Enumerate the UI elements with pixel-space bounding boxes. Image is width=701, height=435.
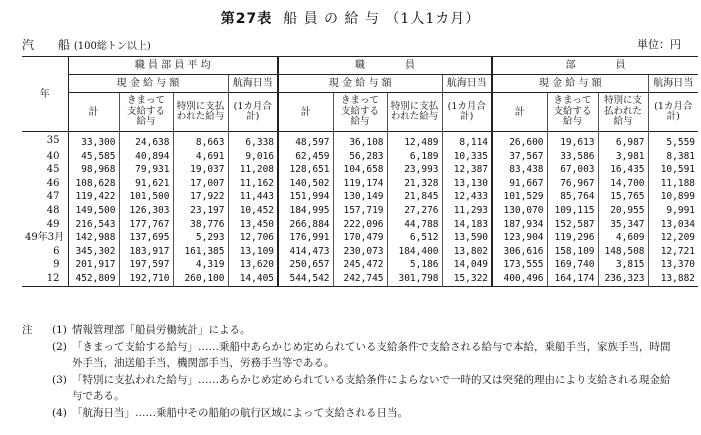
value-cell: 12,433 <box>442 190 492 204</box>
value-cell: 187,934 <box>492 218 547 232</box>
value-cell: 91,667 <box>492 177 547 191</box>
total-header: 計 <box>68 93 119 132</box>
note-text: 「航海日当」……乗船中その船舶の航行区域によって支給される日当。 <box>72 406 408 419</box>
group-header-crew: 部 員 <box>492 57 698 75</box>
value-cell: 21,845 <box>387 190 442 204</box>
value-cell: 10,335 <box>442 150 492 164</box>
value-cell: 5,293 <box>173 231 228 245</box>
total-header: 計 <box>492 93 547 132</box>
table-number: 第27表 <box>220 11 273 27</box>
note-number: (1) <box>52 324 67 336</box>
value-cell: 3,815 <box>598 258 648 272</box>
value-cell: 33,300 <box>68 132 119 150</box>
vessel-type-label: 汽 船 <box>22 38 71 52</box>
value-cell: 13,590 <box>442 231 492 245</box>
table-row <box>22 272 698 286</box>
value-cell: 48,597 <box>278 132 333 150</box>
note-continuation: 外手当，油送船手当，機関部手当，労務手当等である。 <box>72 357 335 369</box>
year-cell: 47 <box>46 191 60 203</box>
voyage-header: 航海日当 <box>442 75 492 93</box>
value-cell: 12,209 <box>648 231 698 245</box>
table-row <box>22 150 698 164</box>
value-cell: 222,096 <box>333 218 387 232</box>
value-cell: 4,691 <box>173 150 228 164</box>
value-cell: 76,967 <box>547 177 598 191</box>
year-cell: 45 <box>46 164 60 176</box>
value-cell: 62,459 <box>278 150 333 164</box>
value-cell: 14,183 <box>442 218 492 232</box>
value-cell: 6,987 <box>598 132 648 150</box>
value-cell: 170,479 <box>333 231 387 245</box>
value-cell: 6,189 <box>387 150 442 164</box>
cash-header: 現 金 給 与 額 <box>278 75 442 93</box>
value-cell: 79,931 <box>119 163 173 177</box>
value-cell: 4,609 <box>598 231 648 245</box>
value-cell: 140,502 <box>278 177 333 191</box>
value-cell: 6,512 <box>387 231 442 245</box>
value-cell: 8,114 <box>442 132 492 150</box>
value-cell: 250,657 <box>278 258 333 272</box>
table-row <box>22 218 698 232</box>
year-cell: 6 <box>53 245 60 257</box>
value-cell: 149,500 <box>68 204 119 218</box>
table-row <box>22 177 698 191</box>
value-cell: 13,620 <box>228 258 278 272</box>
value-cell: 152,587 <box>547 218 598 232</box>
value-cell: 184,995 <box>278 204 333 218</box>
value-cell: 45,585 <box>68 150 119 164</box>
value-cell: 36,108 <box>333 132 387 150</box>
value-cell: 158,109 <box>547 245 598 259</box>
table-row <box>22 258 698 272</box>
value-cell: 44,788 <box>387 218 442 232</box>
value-cell: 33,586 <box>547 150 598 164</box>
value-cell: 13,450 <box>228 218 278 232</box>
value-cell: 119,296 <box>547 231 598 245</box>
value-cell: 119,174 <box>333 177 387 191</box>
value-cell: 216,543 <box>68 218 119 232</box>
value-cell: 126,303 <box>119 204 173 218</box>
value-cell: 38,776 <box>173 218 228 232</box>
note-number: (3) <box>52 373 67 386</box>
year-cell: 12 <box>46 272 60 284</box>
year-cell: 49年3月 <box>25 232 65 244</box>
year-cell: 49 <box>46 218 60 230</box>
note-item <box>22 405 692 422</box>
value-cell: 27,276 <box>387 204 442 218</box>
value-cell: 192,710 <box>119 272 173 286</box>
note-number: (2) <box>52 340 67 353</box>
fixed-pay-header: きまって支給する給与 <box>119 93 173 132</box>
value-cell: 14,700 <box>598 177 648 191</box>
value-cell: 201,917 <box>68 258 119 272</box>
value-cell: 260,100 <box>173 272 228 286</box>
group-header-officers: 職 員 <box>278 57 492 75</box>
special-pay-header: 特別に支払われた給与 <box>173 93 228 132</box>
voyage-header: 航海日当 <box>648 75 698 93</box>
fixed-pay-header: きまって支給する給与 <box>547 93 598 132</box>
value-cell: 173,555 <box>492 258 547 272</box>
value-cell: 130,149 <box>333 190 387 204</box>
value-cell: 12,721 <box>648 245 698 259</box>
per-month-header: (1カ月合 計) <box>442 93 492 132</box>
per-month-header: (1カ月合 計) <box>648 93 698 132</box>
note-item <box>22 372 692 389</box>
value-cell: 306,616 <box>492 245 547 259</box>
value-cell: 176,991 <box>278 231 333 245</box>
value-cell: 11,208 <box>228 163 278 177</box>
value-cell: 151,994 <box>278 190 333 204</box>
per-month-header: (1カ月合 計) <box>228 93 278 132</box>
value-cell: 11,293 <box>442 204 492 218</box>
year-cell: 35 <box>46 135 60 146</box>
value-cell: 161,385 <box>173 245 228 259</box>
value-cell: 12,706 <box>228 231 278 245</box>
value-cell: 169,740 <box>547 258 598 272</box>
value-cell: 91,621 <box>119 177 173 191</box>
note-item <box>22 322 692 339</box>
year-cell: 46 <box>46 177 60 189</box>
value-cell: 35,347 <box>598 218 648 232</box>
value-cell: 157,719 <box>333 204 387 218</box>
value-cell: 85,764 <box>547 190 598 204</box>
value-cell: 40,894 <box>119 150 173 164</box>
value-cell: 37,567 <box>492 150 547 164</box>
table-title <box>0 8 701 28</box>
value-cell: 108,628 <box>68 177 119 191</box>
note-text: 情報管理部「船員労働統計」による。 <box>72 324 251 336</box>
note-continuation: 与である。 <box>72 390 125 402</box>
year-cell: 9 <box>53 259 60 271</box>
value-cell: 13,370 <box>648 258 698 272</box>
table-row <box>22 132 698 150</box>
table-title-text: 船 員 の 給 与 （1人1カ月） <box>283 11 481 27</box>
group-header-average: 職 員 部 員 平 均 <box>68 57 278 75</box>
value-cell: 9,991 <box>648 204 698 218</box>
value-cell: 11,443 <box>228 190 278 204</box>
value-cell: 3,981 <box>598 150 648 164</box>
value-cell: 10,452 <box>228 204 278 218</box>
wage-table <box>22 56 698 287</box>
value-cell: 13,802 <box>442 245 492 259</box>
notes-label: 注 <box>22 324 33 336</box>
value-cell: 101,500 <box>119 190 173 204</box>
value-cell: 13,109 <box>228 245 278 259</box>
value-cell: 9,016 <box>228 150 278 164</box>
table-row <box>22 245 698 259</box>
value-cell: 17,922 <box>173 190 228 204</box>
value-cell: 14,405 <box>228 272 278 286</box>
value-cell: 26,600 <box>492 132 547 150</box>
value-cell: 266,884 <box>278 218 333 232</box>
value-cell: 23,197 <box>173 204 228 218</box>
value-cell: 123,904 <box>492 231 547 245</box>
value-cell: 17,007 <box>173 177 228 191</box>
table-row <box>22 190 698 204</box>
value-cell: 104,658 <box>333 163 387 177</box>
table-row <box>22 204 698 218</box>
value-cell: 184,400 <box>387 245 442 259</box>
table-row <box>22 231 698 245</box>
value-cell: 12,489 <box>387 132 442 150</box>
value-cell: 56,283 <box>333 150 387 164</box>
value-cell: 67,003 <box>547 163 598 177</box>
note-text: 「きまって支給する給与」……乗船中あらかじめ定められている支給条件で支給される給与で本給，乗船手当，家族手当，時間 <box>72 340 671 353</box>
value-cell: 452,809 <box>68 272 119 286</box>
value-cell: 98,968 <box>68 163 119 177</box>
value-cell: 301,798 <box>387 272 442 286</box>
value-cell: 177,767 <box>119 218 173 232</box>
notes <box>22 322 692 421</box>
year-cell: 40 <box>46 150 60 162</box>
voyage-header: 航海日当 <box>228 75 278 93</box>
value-cell: 197,597 <box>119 258 173 272</box>
special-pay-header: 特別に支払われた給与 <box>387 93 442 132</box>
value-cell: 109,115 <box>547 204 598 218</box>
value-cell: 148,508 <box>598 245 648 259</box>
value-cell: 12,387 <box>442 163 492 177</box>
value-cell: 414,473 <box>278 245 333 259</box>
note-text: 「特別に支払われた給与」……あらかじめ定められている支給条件によらないで一時的又は突発的理由により支給される現金給 <box>72 373 671 386</box>
total-header: 計 <box>278 93 333 132</box>
value-cell: 21,328 <box>387 177 442 191</box>
value-cell: 242,745 <box>333 272 387 286</box>
value-cell: 245,472 <box>333 258 387 272</box>
value-cell: 15,765 <box>598 190 648 204</box>
value-cell: 19,037 <box>173 163 228 177</box>
value-cell: 142,988 <box>68 231 119 245</box>
value-cell: 4,319 <box>173 258 228 272</box>
value-cell: 130,070 <box>492 204 547 218</box>
value-cell: 23,993 <box>387 163 442 177</box>
special-pay-header: 特別に支払われた給与 <box>598 93 648 132</box>
value-cell: 400,496 <box>492 272 547 286</box>
note-item <box>22 339 692 356</box>
cash-header: 現 金 給 与 額 <box>492 75 648 93</box>
value-cell: 6,338 <box>228 132 278 150</box>
value-cell: 164,174 <box>547 272 598 286</box>
value-cell: 14,049 <box>442 258 492 272</box>
value-cell: 11,188 <box>648 177 698 191</box>
value-cell: 11,162 <box>228 177 278 191</box>
value-cell: 128,651 <box>278 163 333 177</box>
vessel-type-note: (100総トン以上) <box>73 41 151 52</box>
year-header: 年 <box>22 57 68 132</box>
value-cell: 10,899 <box>648 190 698 204</box>
value-cell: 13,882 <box>648 272 698 286</box>
value-cell: 8,381 <box>648 150 698 164</box>
value-cell: 8,663 <box>173 132 228 150</box>
value-cell: 183,917 <box>119 245 173 259</box>
vessel-type <box>22 36 151 53</box>
value-cell: 230,073 <box>333 245 387 259</box>
value-cell: 24,638 <box>119 132 173 150</box>
value-cell: 20,955 <box>598 204 648 218</box>
value-cell: 15,322 <box>442 272 492 286</box>
value-cell: 544,542 <box>278 272 333 286</box>
value-cell: 345,302 <box>68 245 119 259</box>
value-cell: 101,529 <box>492 190 547 204</box>
value-cell: 137,695 <box>119 231 173 245</box>
value-cell: 83,438 <box>492 163 547 177</box>
fixed-pay-header: きまって支給する給与 <box>333 93 387 132</box>
year-cell: 48 <box>46 204 60 216</box>
value-cell: 5,186 <box>387 258 442 272</box>
value-cell: 13,034 <box>648 218 698 232</box>
value-cell: 19,613 <box>547 132 598 150</box>
cash-header: 現 金 給 与 額 <box>68 75 228 93</box>
value-cell: 16,435 <box>598 163 648 177</box>
value-cell: 10,591 <box>648 163 698 177</box>
value-cell: 119,422 <box>68 190 119 204</box>
note-number: (4) <box>52 406 67 419</box>
unit-label: 単位：円 <box>637 38 681 51</box>
value-cell: 13,130 <box>442 177 492 191</box>
table-row <box>22 163 698 177</box>
value-cell: 236,323 <box>598 272 648 286</box>
value-cell: 5,559 <box>648 132 698 150</box>
